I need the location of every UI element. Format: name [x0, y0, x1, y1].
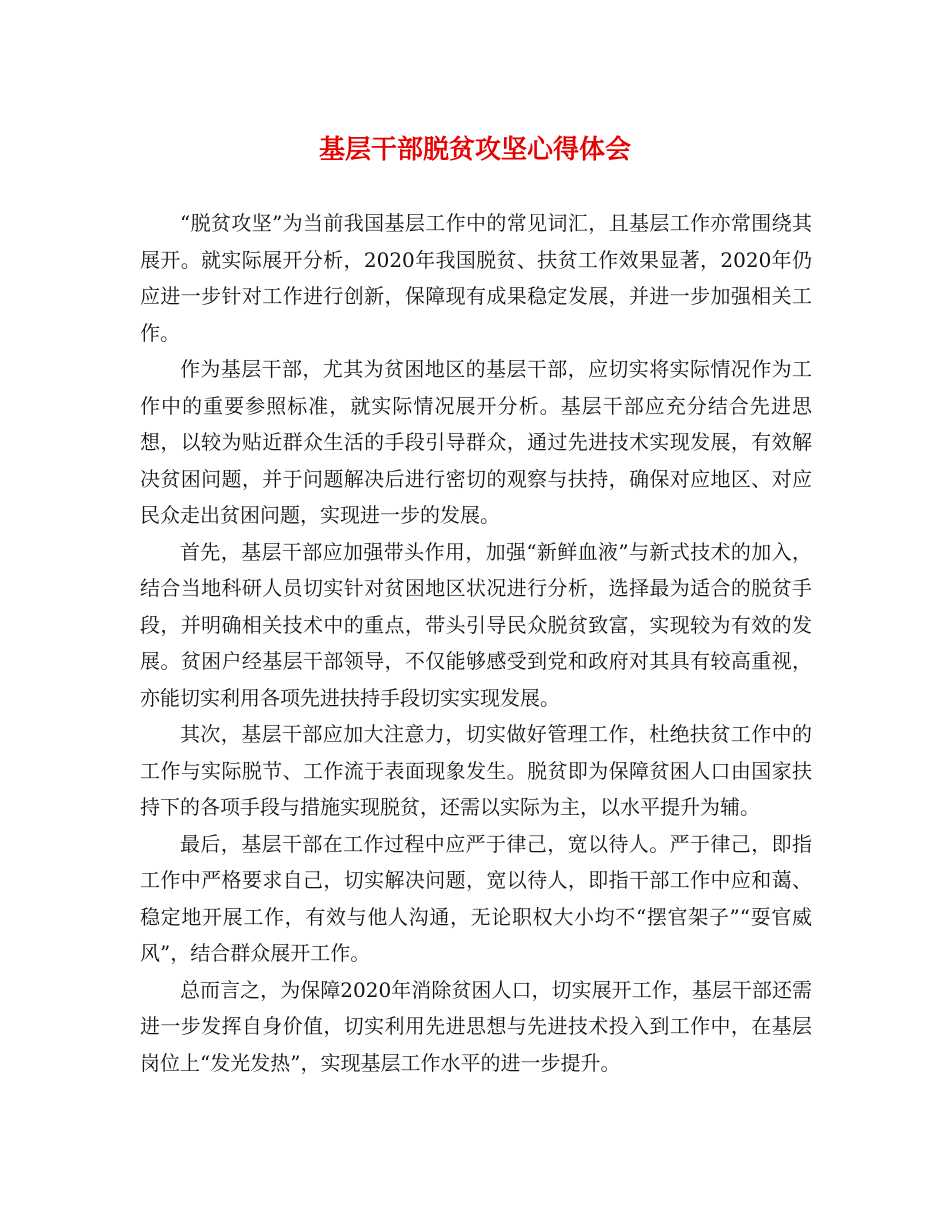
paragraph: “脱贫攻坚”为当前我国基层工作中的常见词汇，且基层工作亦常围绕其展开。就实际展开分析，2020年我国脱贫、扶贫工作效果显著，2020年仍应进一步针对工作进行创新，保障现有成果稳定发展，并进一步加强相关工作。	[140, 211, 812, 345]
paragraph: 首先，基层干部应加强带头作用，加强“新鲜血液”与新式技术的加入，结合当地科研人员切实针对贫困地区状况进行分析，选择最为适合的脱贫手段，并明确相关技术中的重点，带头引导民众脱贫致富，实现较为有效的发展。贫困户经基层干部领导，不仅能够感受到党和政府对其具有较高重视，亦能切实利用各项先进扶持手段切实实现发展。	[140, 539, 812, 710]
paragraph: 其次，基层干部应加大注意力，切实做好管理工作，杜绝扶贫工作中的工作与实际脱节、工作流于表面现象发生。脱贫即为保障贫困人口由国家扶持下的各项手段与措施实现脱贫，还需以实际为主，以水平提升为辅。	[140, 722, 812, 819]
paragraph: 最后，基层干部在工作过程中应严于律己，宽以待人。严于律己，即指工作中严格要求自己，切实解决问题，宽以待人，即指干部工作中应和蔼、稳定地开展工作，有效与他人沟通，无论职权大小均不“摆官架子”“耍官威风”，结合群众展开工作。	[140, 831, 812, 965]
paragraph: 作为基层干部，尤其为贫困地区的基层干部，应切实将实际情况作为工作中的重要参照标准，就实际情况展开分析。基层干部应充分结合先进思想，以较为贴近群众生活的手段引导群众，通过先进技术实现发展，有效解决贫困问题，并于问题解决后进行密切的观察与扶持，确保对应地区、对应民众走出贫困问题，实现进一步的发展。	[140, 357, 812, 527]
paragraph: 总而言之，为保障2020年消除贫困人口，切实展开工作，基层干部还需进一步发挥自身价值，切实利用先进思想与先进技术投入到工作中，在基层岗位上“发光发热”，实现基层工作水平的进一步提升。	[140, 977, 812, 1075]
document-body	[140, 205, 812, 1081]
document-title: 基层干部脱贫攻坚心得体会	[318, 135, 631, 165]
